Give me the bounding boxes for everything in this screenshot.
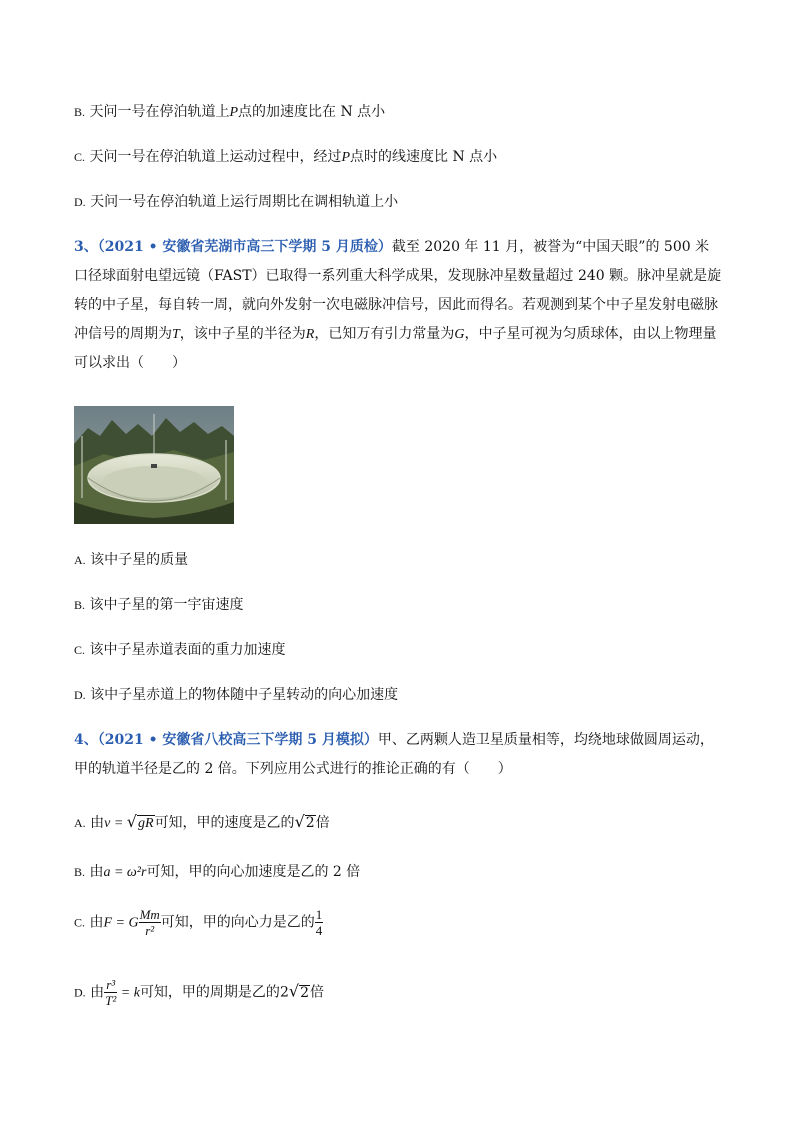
q4-option-d: D. 由 $\frac{\text{r³}}{\text{T²}}$ = k可知，甲的周期是乙的2√2倍 [74,977,324,1008]
option-d: D. 天问一号在停泊轨道上运行周期比在调相轨道上小 [74,194,399,210]
question-number: 4、 [74,732,98,748]
q3-option-c: C. 该中子星赤道表面的重力加速度 [74,642,286,658]
question-source: （2021 • 安徽省芜湖市高三下学期 5 月质检） [97,239,392,255]
option-c: C. 天问一号在停泊轨道上运动过程中，经过P点时的线速度比 N 点小 [74,149,498,165]
q3-option-b: B. 该中子星的第一宇宙速度 [74,597,244,613]
question-4: 4、（2021 • 安徽省八校高三下学期 5 月模拟）甲、乙两颗人造卫星质量相等，均绕地球做圆周运动，甲的轨道半径是乙的 2 倍。下列应用公式进行的推论正确的有（ ） [74,732,714,777]
question-3: 3、（2021 • 安徽省芜湖市高三下学期 5 月质检）截至 2020 年 11 月，被誉为“中国天眼”的 500 米口径球面射电望远镜（FAST）已取得一系列重大科学成果，发现脉冲星数量超过 240 颗。脉冲星就是旋转的中子星，每自转一周，就向外发射一次电磁脉冲信号，因此而得名。若观测到某个中子星发射电磁脉冲信号的周期为T，该中子星的半径为R，已知万有引力常量为G，中子星可视为匀质球体，由以上物理量可以求出（ ） [74,239,722,371]
question-source: （2021 • 安徽省八校高三下学期 5 月模拟） [97,732,378,748]
q3-option-a: A. 该中子星的质量 [74,552,189,568]
q4-option-b: B. 由a = ω²r可知，甲的向心加速度是乙的 2 倍 [74,864,361,880]
q3-option-d: D. 该中子星赤道上的物体随中子星转动的向心加速度 [74,687,399,703]
q4-option-a: A. 由v = √gR可知，甲的速度是乙的√2倍 [74,812,330,831]
fast-telescope-photo [74,406,234,524]
q4-option-c: C. 由F = G $\frac{Mm}{\text{r²}}$ 可知，甲的向心力是乙的 $\frac{1}{4}$ [74,907,323,938]
option-b: B. 天问一号在停泊轨道上P点的加速度比在 N 点小 [74,104,386,120]
question-number: 3、 [74,239,98,255]
